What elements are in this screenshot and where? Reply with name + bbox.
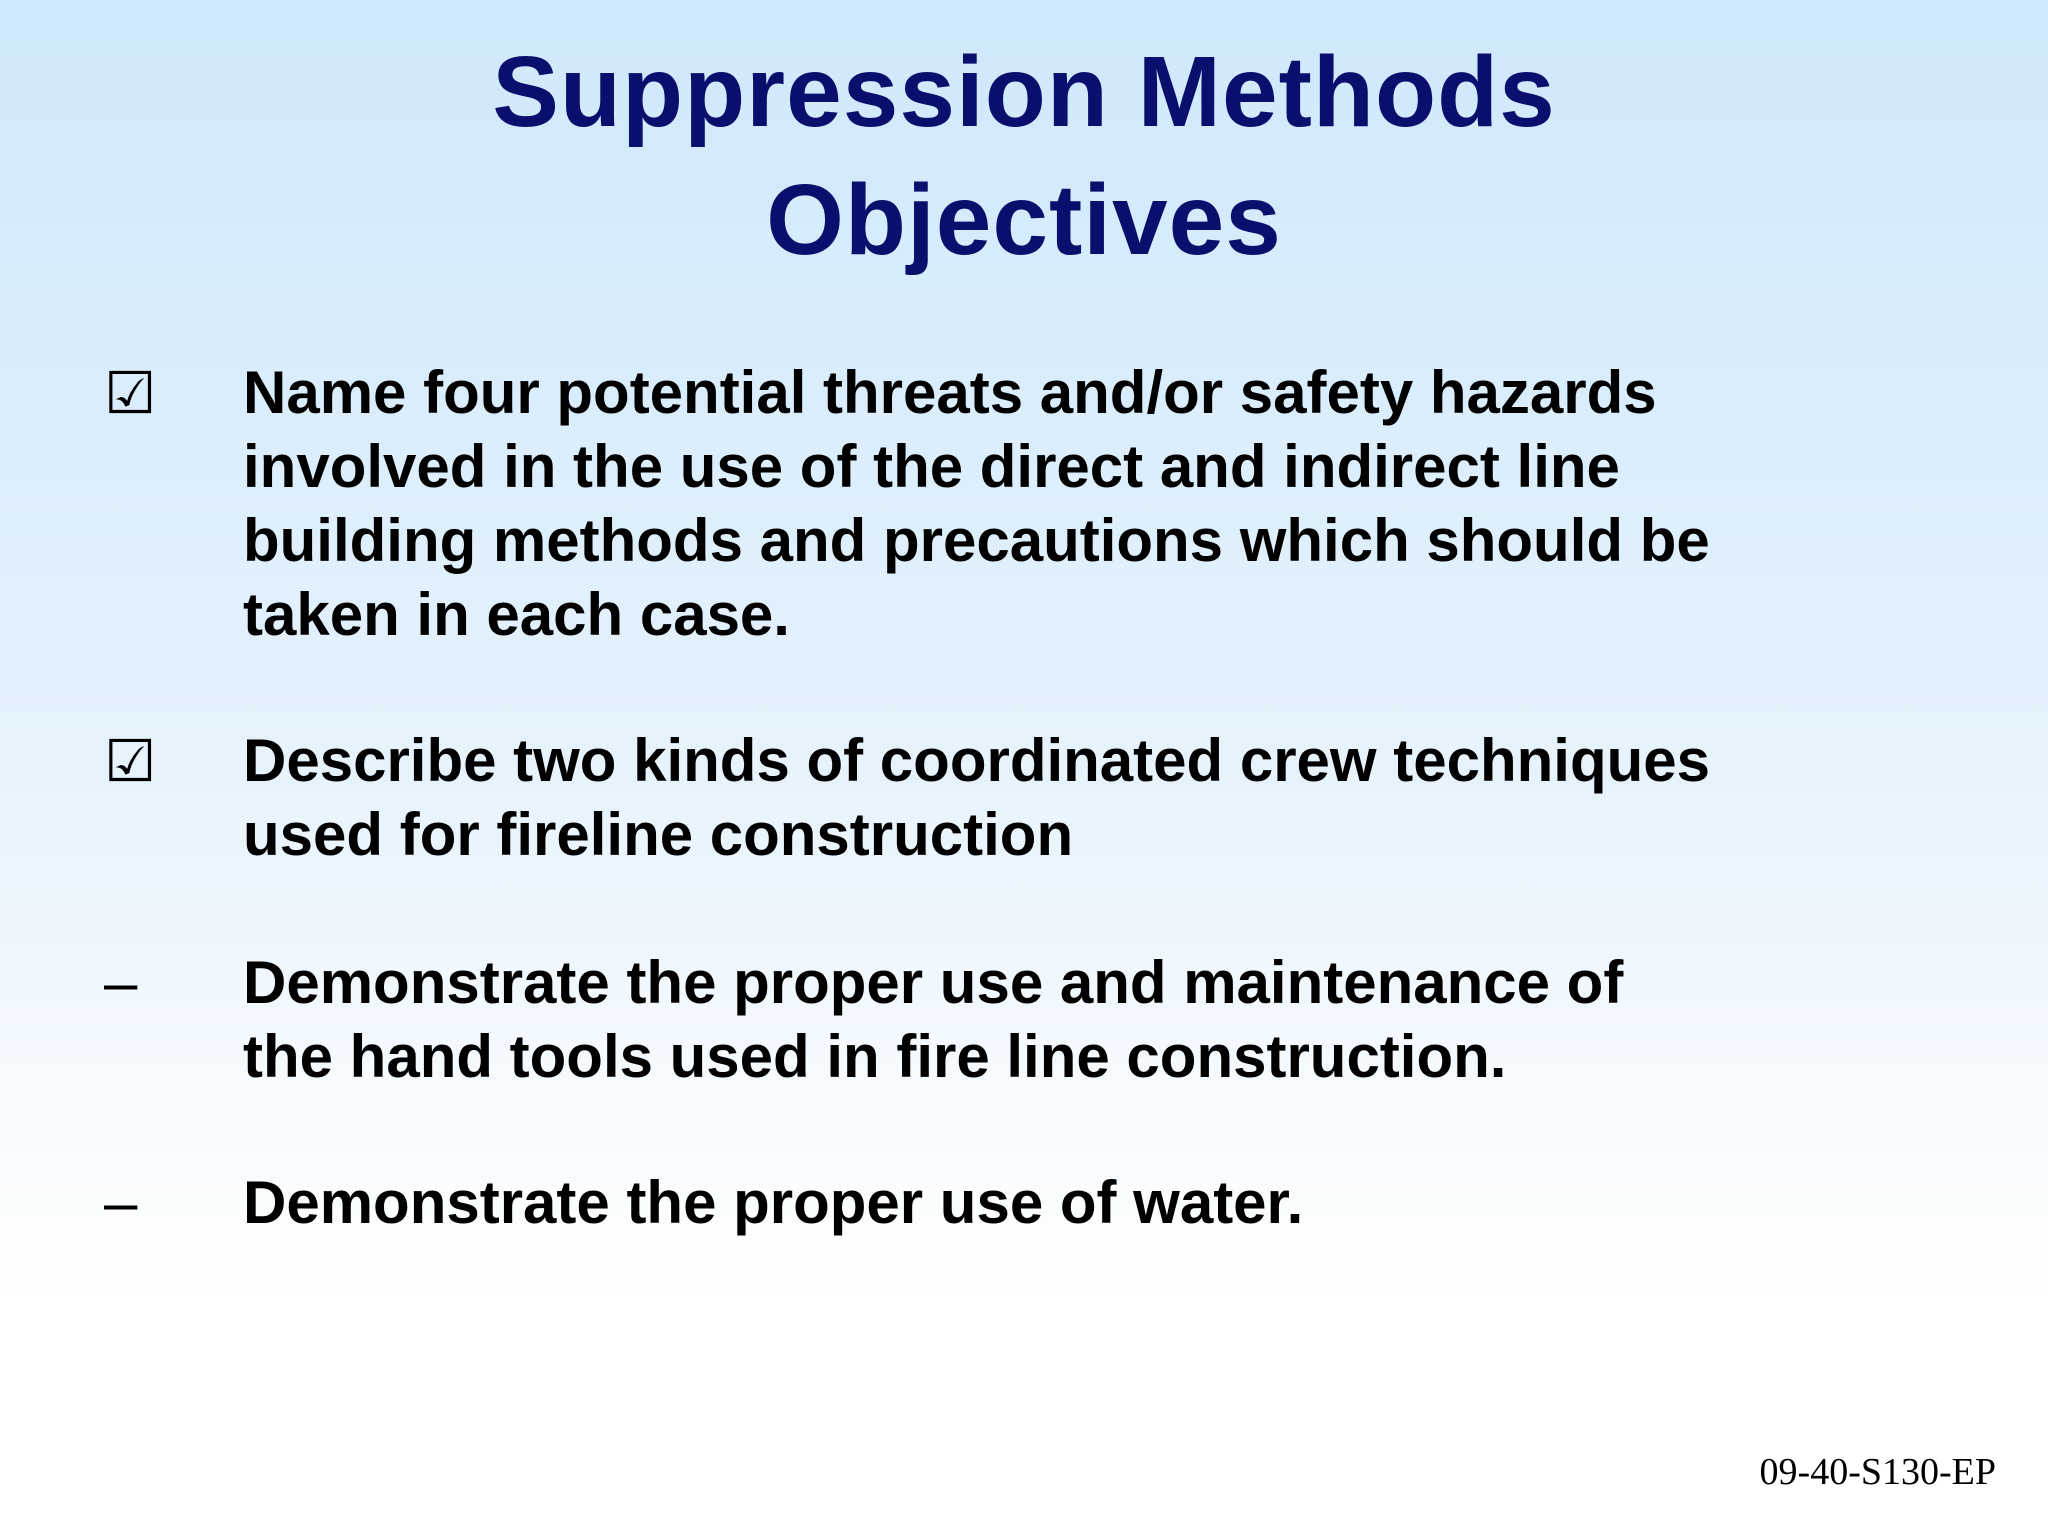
slide-title xyxy=(0,28,2048,284)
dash-bullet-icon: – xyxy=(104,949,138,1016)
dash-bullet-icon: – xyxy=(104,1169,138,1236)
checked-box-icon: ☑ xyxy=(104,359,156,427)
objective-2-line-1: Describe two kinds of coordinated crew techniques xyxy=(243,727,1710,794)
objective-3-line-1: Demonstrate the proper use and maintenance of xyxy=(243,949,1624,1016)
slide-title-line-1: Suppression Methods xyxy=(492,36,1556,148)
objective-4-line-1: Demonstrate the proper use of water. xyxy=(243,1169,1304,1236)
objective-text-3 xyxy=(243,946,1963,1094)
objective-1-line-2: involved in the use of the direct and indirect line xyxy=(243,433,1620,500)
objective-1-line-3: building methods and precautions which should be xyxy=(243,507,1710,574)
objective-text-2 xyxy=(243,724,1963,872)
objective-3-line-2: the hand tools used in fire line construction. xyxy=(243,1023,1507,1090)
slide-title-line-2: Objectives xyxy=(766,164,1282,276)
objective-1-line-4: taken in each case. xyxy=(243,581,790,648)
slide-code-footer: 09-40-S130-EP xyxy=(1759,1451,1996,1493)
objective-1-line-1: Name four potential threats and/or safety hazards xyxy=(243,359,1657,426)
objective-text-1 xyxy=(243,356,1963,652)
objective-2-line-2: used for fireline construction xyxy=(243,801,1074,868)
checked-box-icon: ☑ xyxy=(104,727,156,795)
objective-text-4 xyxy=(243,1166,1963,1240)
